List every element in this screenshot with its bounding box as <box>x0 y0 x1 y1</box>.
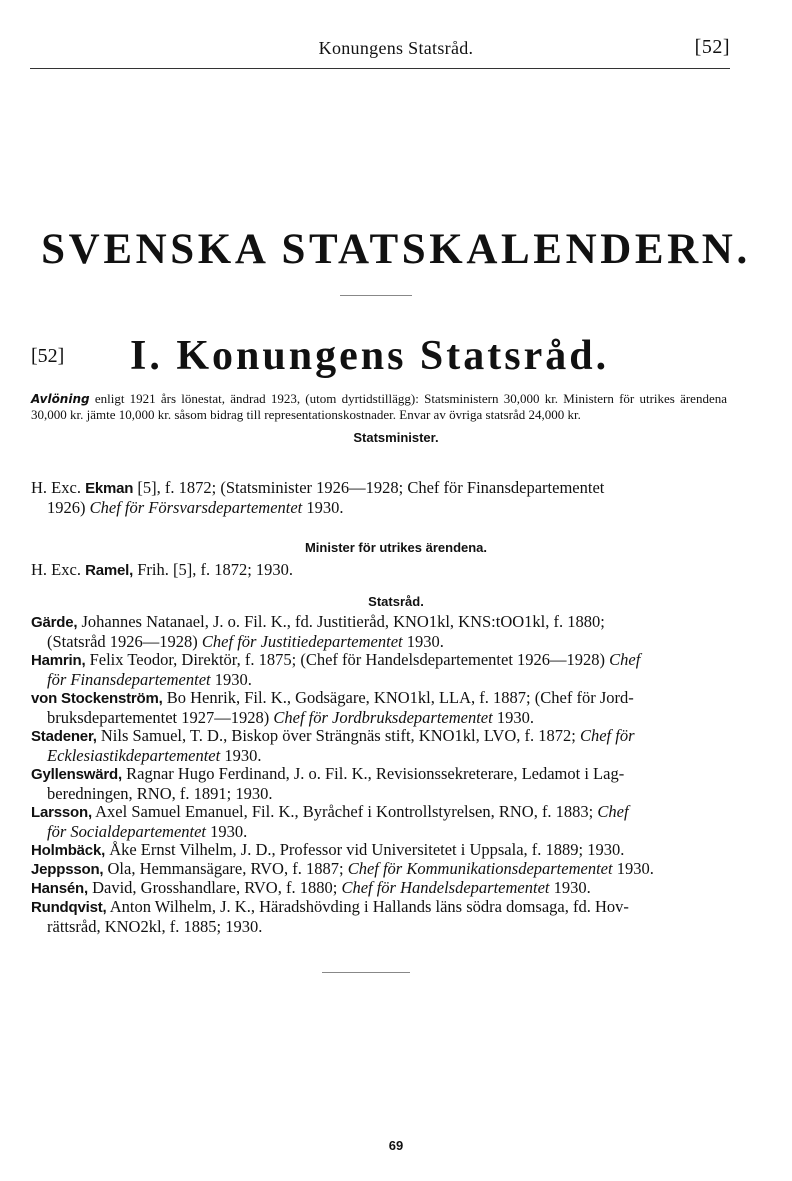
entry-role: Chef för Handelsdepartementet <box>341 878 550 897</box>
entry-text: [5], f. 1872; (Statsminister 1926—1928; Chef för Finansdepartementet <box>137 478 605 497</box>
entry-text: Ola, Hemmansägare, RVO, f. 1887; <box>107 859 344 878</box>
entry-text: David, Grosshandlare, RVO, f. 1880; <box>92 878 338 897</box>
heading-statsrad: Statsråd. <box>368 594 424 609</box>
entry-role-start: Chef <box>597 802 629 821</box>
entry-text: Bo Henrik, Fil. K., Godsägare, KNO1kl, LLA, f. 1887; (Chef för Jord- <box>166 688 634 707</box>
entry-cont-text: (Statsråd 1926—1928) <box>47 632 198 652</box>
entry-role: Chef för Kommunikationsdepartementet <box>347 859 613 878</box>
entry-text: Nils Samuel, T. D., Biskop över Strängnäs stift, KNO1kl, LVO, f. 1872; <box>100 726 576 745</box>
entry-garde <box>31 612 727 651</box>
salary-text: enligt 1921 års lönestat, ändrad 1923, (utom dyrtidstillägg): Statsministern 30,000 kr. Ministern för utrikes ärendena 30,000 kr. jämte 10,000 kr. såsom bidrag till representationskostnader. Envar av övriga statsråd 24,000 kr. <box>31 391 727 422</box>
page-reference: [52] <box>694 36 730 58</box>
entry-utrikes <box>31 560 727 580</box>
entry-role-start: Chef för <box>579 726 635 745</box>
entry-prefix: H. Exc. <box>31 478 81 497</box>
entry-year: 1930. <box>224 746 262 766</box>
entry-name: Hansén, <box>31 880 88 897</box>
entry-role: Chef för Jordbruksdepartementet <box>273 708 493 728</box>
heading-statsminister: Statsminister. <box>353 430 439 445</box>
entry-year: 1930. <box>214 670 252 690</box>
entry-name: Ramel, <box>85 562 134 579</box>
entry-text: Johannes Natanael, J. o. Fil. K., fd. Justitieråd, KNO1kl, KNS:tOO1kl, f. 1880; <box>81 612 605 631</box>
entry-name: Hamrin, <box>31 652 86 669</box>
entry-name: Gyllenswärd, <box>31 766 122 783</box>
entry-text: Ragnar Hugo Ferdinand, J. o. Fil. K., Revisionssekreterare, Ledamot i Lag- <box>126 764 625 783</box>
entry-continuation <box>31 708 727 727</box>
entry-cont-text: beredningen, RNO, f. 1891; 1930. <box>47 784 273 804</box>
entry-year: 1930. <box>210 822 248 842</box>
entry-text: Åke Ernst Vilhelm, J. D., Professor vid Universitetet i Uppsala, f. 1889; 1930. <box>109 840 625 859</box>
end-divider <box>322 972 410 973</box>
entry-text: Frih. [5], f. 1872; 1930. <box>137 560 294 579</box>
entry-name: von Stockenström, <box>31 690 163 707</box>
entry-continuation <box>31 822 727 841</box>
entry-role: för Socialdepartementet <box>47 822 207 842</box>
entry-cont-text: 1926) <box>47 498 86 518</box>
entry-year: 1930. <box>406 632 444 652</box>
entry-name: Larsson, <box>31 804 92 821</box>
entry-text: Felix Teodor, Direktör, f. 1875; (Chef för Handelsdepartementet 1926—1928) <box>89 650 606 669</box>
section-number: [52] <box>31 345 65 367</box>
entry-role: Chef för Försvarsdepartementet <box>89 498 303 518</box>
main-title: SVENSKA STATSKALENDERN. <box>41 226 751 273</box>
entry-hansen <box>31 878 727 898</box>
entry-continuation <box>31 917 727 936</box>
title-divider <box>340 295 412 296</box>
entry-holmback <box>31 840 727 860</box>
salary-lead: Avlöning <box>31 392 90 406</box>
entry-gyllenswärd <box>31 764 727 803</box>
entry-year: 1930. <box>616 859 654 878</box>
entry-hamrin <box>31 650 727 689</box>
entry-name: Jeppsson, <box>31 861 104 878</box>
header-rule <box>30 68 730 69</box>
section-title: I. Konungens Statsråd. <box>130 333 610 379</box>
entry-role: Chef för Justitiedepartementet <box>201 632 403 652</box>
entry-continuation <box>31 632 727 651</box>
entry-continuation <box>31 746 727 765</box>
entry-name: Ekman <box>85 480 134 497</box>
entry-cont-text: bruksdepartementet 1927—1928) <box>47 708 270 728</box>
entry-larsson <box>31 802 727 841</box>
entry-rundqvist <box>31 897 727 936</box>
page-number: 69 <box>388 1138 404 1153</box>
entry-year: 1930. <box>306 498 344 518</box>
entry-cont-text: rättsråd, KNO2kl, f. 1885; 1930. <box>47 917 263 937</box>
entry-role: för Finansdepartementet <box>47 670 211 690</box>
entry-text: Axel Samuel Emanuel, Fil. K., Byråchef i Kontrollstyrelsen, RNO, f. 1883; <box>95 802 594 821</box>
entry-name: Gärde, <box>31 614 78 631</box>
entry-text: Anton Wilhelm, J. K., Häradshövding i Hallands läns södra domsaga, fd. Hov- <box>109 897 629 916</box>
salary-paragraph <box>31 391 727 423</box>
entry-statsminister <box>31 478 727 517</box>
entry-name: Holmbäck, <box>31 842 106 859</box>
entry-continuation <box>31 670 727 689</box>
entry-continuation <box>31 498 727 517</box>
entry-prefix: H. Exc. <box>31 560 81 579</box>
entry-stadener <box>31 726 727 765</box>
entry-role: Ecklesiastikdepartementet <box>47 746 221 766</box>
running-title: Konungens Statsråd. <box>318 38 474 58</box>
entry-continuation <box>31 784 727 803</box>
heading-utrikes: Minister för utrikes ärendena. <box>304 540 488 555</box>
entry-name: Rundqvist, <box>31 899 107 916</box>
entry-year: 1930. <box>553 878 591 897</box>
entry-year: 1930. <box>496 708 534 728</box>
entry-name: Stadener, <box>31 728 97 745</box>
entry-stockenstrom <box>31 688 727 727</box>
entry-jeppsson <box>31 859 727 879</box>
entry-role-start: Chef <box>609 650 641 669</box>
